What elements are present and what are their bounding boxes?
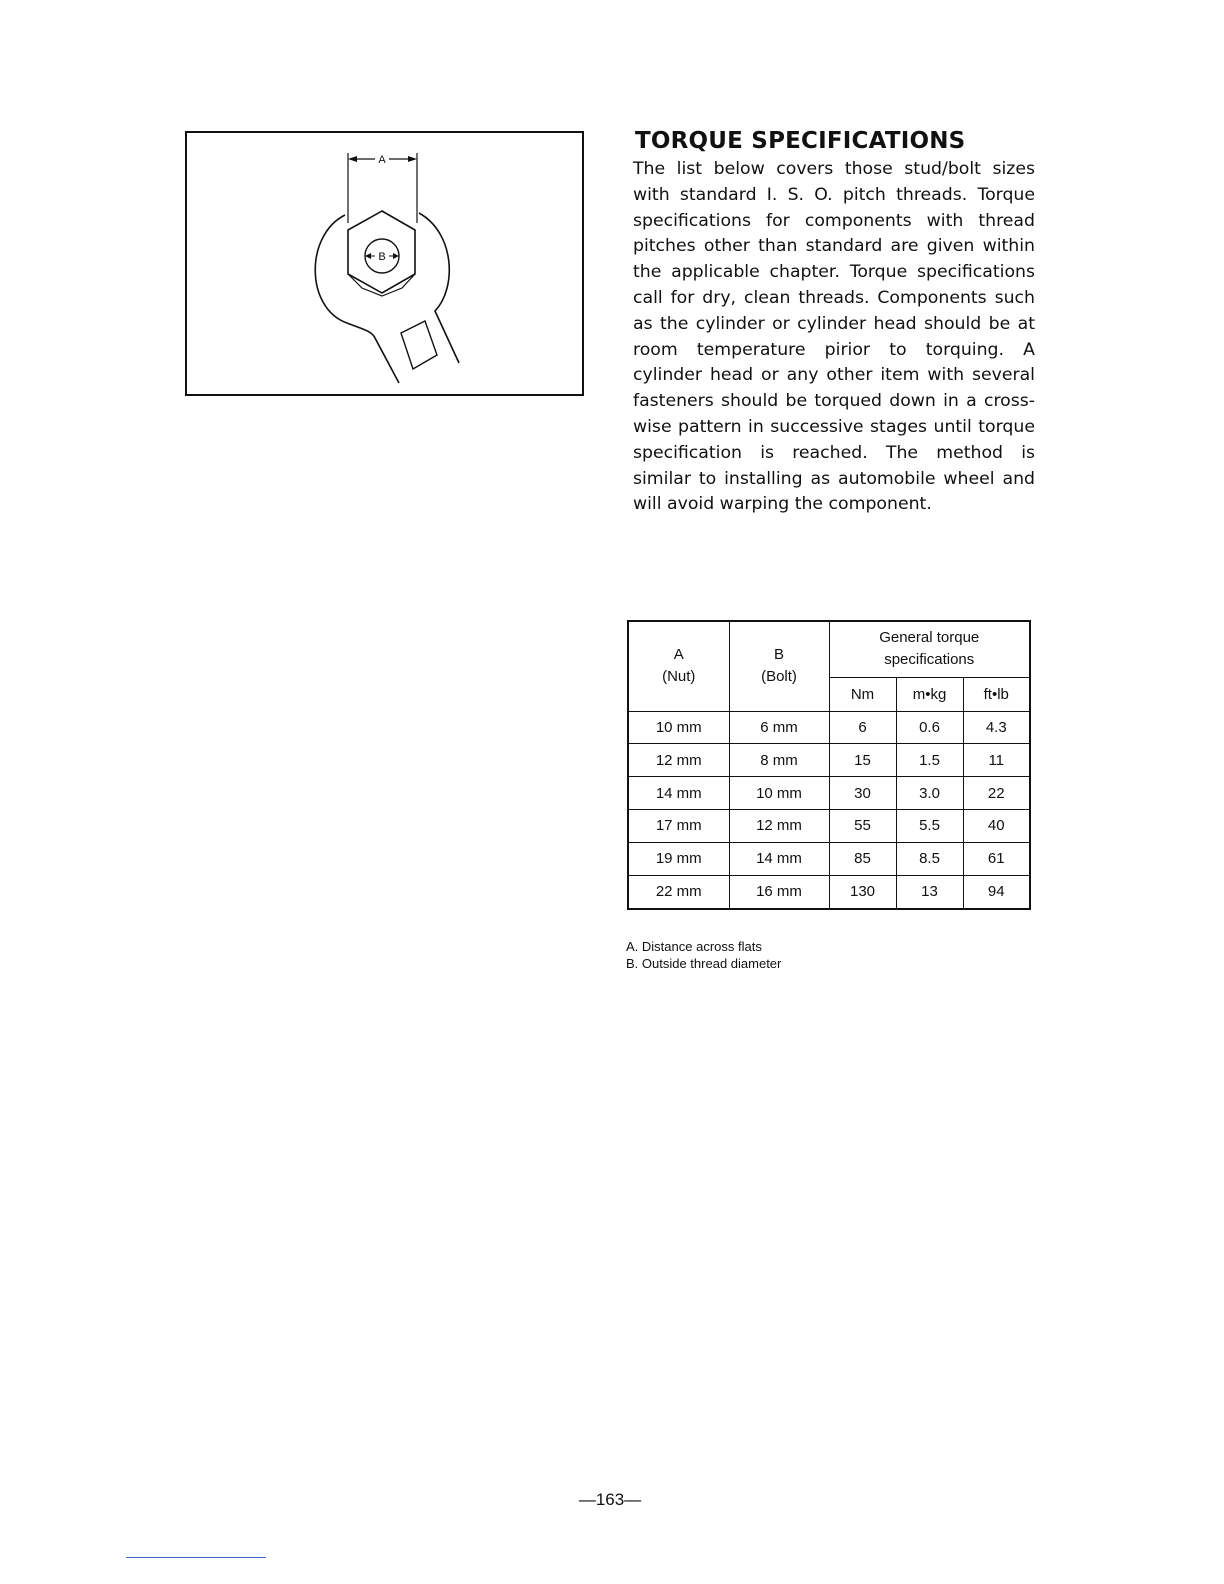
body-paragraph — [633, 157, 1035, 518]
cell-nut: 17 mm — [628, 810, 729, 843]
body-line: similar to installing as automobile wheel and — [633, 468, 1035, 489]
cell-ftlb: 61 — [963, 842, 1030, 875]
table-row — [628, 711, 1030, 744]
cell-nm: 55 — [829, 810, 896, 843]
wrench-diagram — [185, 131, 584, 396]
cell-bolt: 12 mm — [729, 810, 829, 843]
footer-rule — [126, 1557, 266, 1558]
cell-mkg: 5.5 — [896, 810, 963, 843]
table-row — [628, 777, 1030, 810]
cell-nm: 30 — [829, 777, 896, 810]
cell-nut: 19 mm — [628, 842, 729, 875]
body-line: call for dry, clean threads. Components such — [633, 287, 1035, 308]
cell-ftlb: 94 — [963, 875, 1030, 909]
cell-nut: 14 mm — [628, 777, 729, 810]
cell-bolt: 16 mm — [729, 875, 829, 909]
torque-table — [627, 620, 1031, 910]
header-bolt: B (Bolt) — [729, 621, 829, 711]
header-general-torque: General torque specifications — [829, 621, 1030, 677]
cell-nut: 22 mm — [628, 875, 729, 909]
cell-mkg: 8.5 — [896, 842, 963, 875]
body-line: specifications for components with thread — [633, 210, 1035, 231]
cell-ftlb: 4.3 — [963, 711, 1030, 744]
note-b: B. Outside thread diameter — [626, 956, 782, 971]
cell-ftlb: 22 — [963, 777, 1030, 810]
table-row — [628, 875, 1030, 909]
wrench-drawing — [187, 133, 586, 398]
label-b: B — [378, 251, 386, 263]
body-line: pitches other than standard are given within — [633, 236, 1035, 257]
cell-nm: 15 — [829, 744, 896, 777]
page-number: —163— — [578, 1490, 642, 1509]
label-a: A — [378, 154, 386, 166]
header-nm: Nm — [829, 677, 896, 711]
cell-bolt: 14 mm — [729, 842, 829, 875]
cell-mkg: 13 — [896, 875, 963, 909]
body-line: room temperature pirior to torquing. A — [633, 339, 1035, 360]
body-line: as the cylinder or cylinder head should be at — [633, 313, 1035, 334]
cell-bolt: 10 mm — [729, 777, 829, 810]
header-ftlb: ft•lb — [963, 677, 1030, 711]
body-line: wise pattern in successive stages until torque — [633, 416, 1035, 437]
cell-ftlb: 40 — [963, 810, 1030, 843]
cell-bolt: 6 mm — [729, 711, 829, 744]
section-heading: TORQUE SPECIFICATIONS — [635, 128, 966, 154]
header-nut: A (Nut) — [628, 621, 729, 711]
body-line: the applicable chapter. Torque specifications — [633, 262, 1035, 283]
table-row — [628, 744, 1030, 777]
cell-nm: 85 — [829, 842, 896, 875]
header-mkg: m•kg — [896, 677, 963, 711]
cell-mkg: 3.0 — [896, 777, 963, 810]
body-line: The list below covers those stud/bolt sizes — [633, 159, 1035, 179]
cell-mkg: 0.6 — [896, 711, 963, 744]
body-line: fasteners should be torqued down in a cross- — [633, 391, 1035, 412]
table-row — [628, 842, 1030, 875]
cell-nut: 10 mm — [628, 711, 729, 744]
cell-nm: 6 — [829, 711, 896, 744]
body-line: cylinder head or any other item with several — [633, 365, 1035, 386]
table-notes — [626, 938, 781, 972]
body-line: will avoid warping the component. — [633, 494, 932, 515]
note-a: A. Distance across flats — [626, 939, 762, 954]
body-line: specification is reached. The method is — [633, 442, 1035, 463]
cell-ftlb: 11 — [963, 744, 1030, 777]
cell-nm: 130 — [829, 875, 896, 909]
cell-mkg: 1.5 — [896, 744, 963, 777]
cell-bolt: 8 mm — [729, 744, 829, 777]
cell-nut: 12 mm — [628, 744, 729, 777]
table-row — [628, 810, 1030, 843]
body-line: with standard I. S. O. pitch threads. Torque — [633, 184, 1035, 205]
